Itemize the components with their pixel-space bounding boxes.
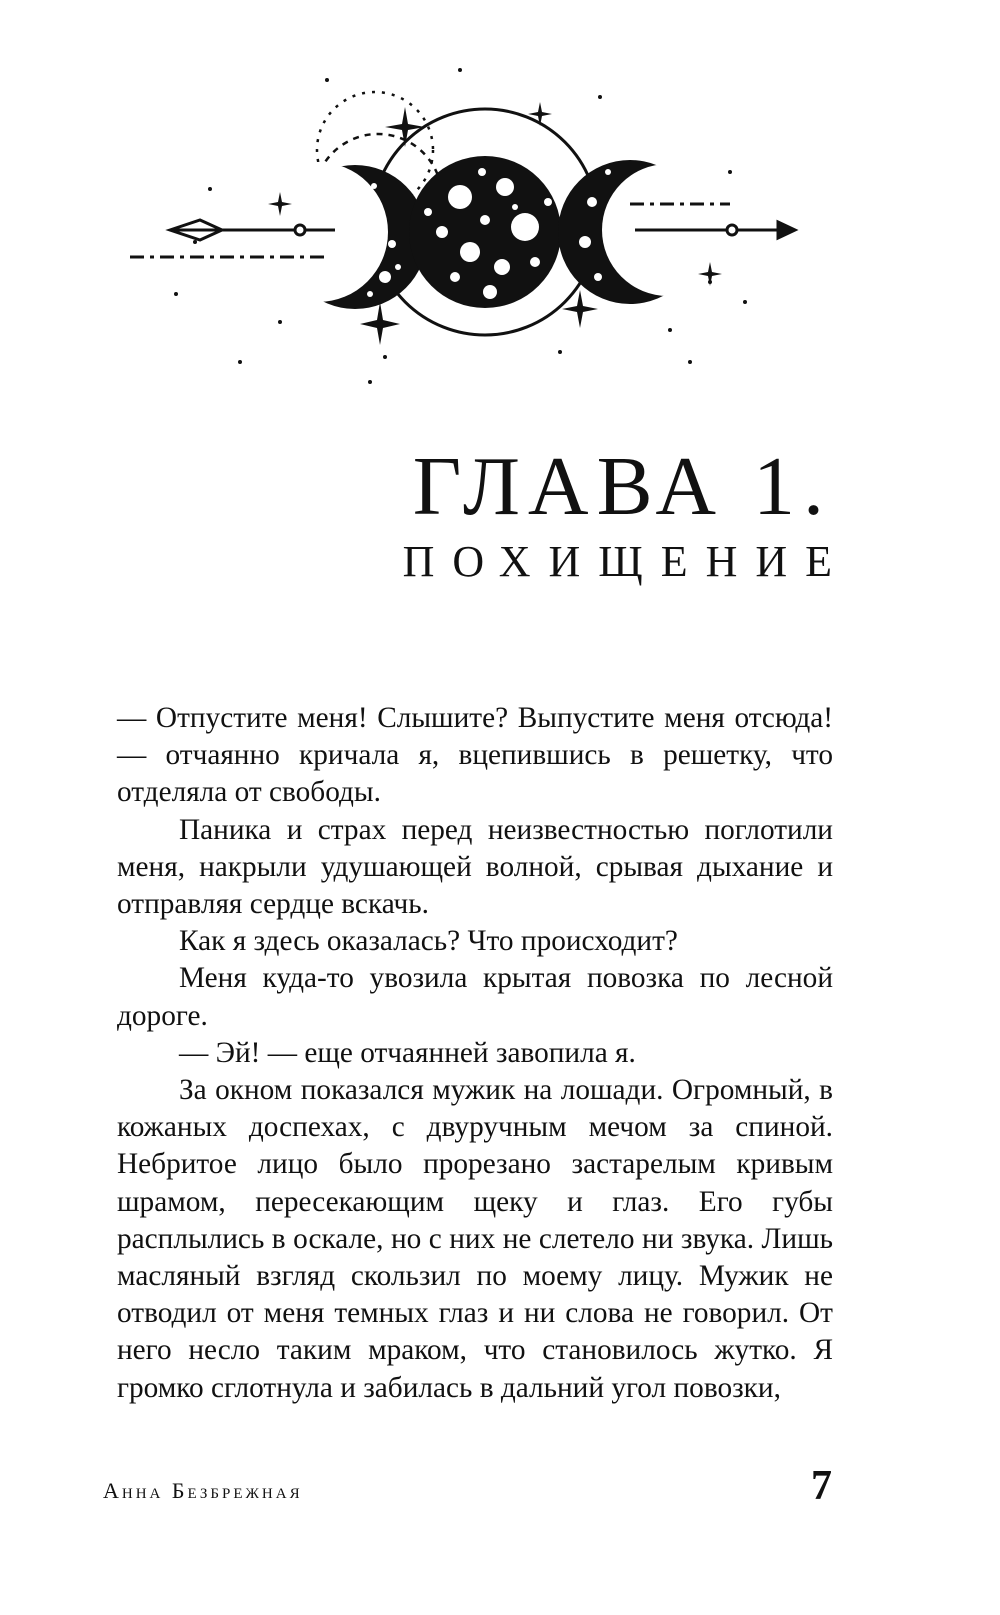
waning-crescent-moon-icon	[558, 160, 734, 304]
waxing-crescent-moon-icon	[248, 162, 427, 309]
footer-author: Анна Безбрежная	[103, 1478, 303, 1503]
chapter-text	[117, 700, 833, 1407]
page-number: 7	[811, 1463, 832, 1509]
full-moon-icon	[409, 156, 561, 308]
paragraph: — Отпустите меня! Слышите? Выпустите меня отсюда! — отчаянно кричала я, вцепившись в решетку, что отделяла от свободы.	[117, 702, 833, 809]
paragraph: Меня куда-то увозила крытая повозка по лесной дороге.	[117, 962, 833, 1032]
paragraph: — Эй! — еще отчаянней завопила я.	[179, 1036, 636, 1069]
chapter-subtitle: ПОХИЩЕНИЕ	[402, 537, 850, 586]
paragraph: Как я здесь оказалась? Что происходит?	[179, 925, 678, 958]
paragraph: Паника и страх перед неизвестностью поглотили меня, накрыли удушающей волной, срывая дыхание и отправляя сердце вскачь.	[117, 813, 833, 921]
paragraph: За окном показался мужик на лошади. Огромный, в кожаных доспехах, с двуручным мечом за спиной. Небритое лицо было прорезано застарелым кривым шрамом, пересекающим щеку и глаз. Его губы расплылись в оскале, но с них не слетело ни звука. Лишь масляный взгляд скользил по моему лицу. Мужик не отводил от меня темных глаз и ни слова не говорил. От него несло таким мраком, что становилось жутко. Я громко сглотнула и забилась в дальний угол повозки,	[117, 1074, 833, 1404]
triple-moon-ornament	[130, 62, 830, 407]
chapter-title: ГЛАВА 1.	[412, 440, 832, 533]
